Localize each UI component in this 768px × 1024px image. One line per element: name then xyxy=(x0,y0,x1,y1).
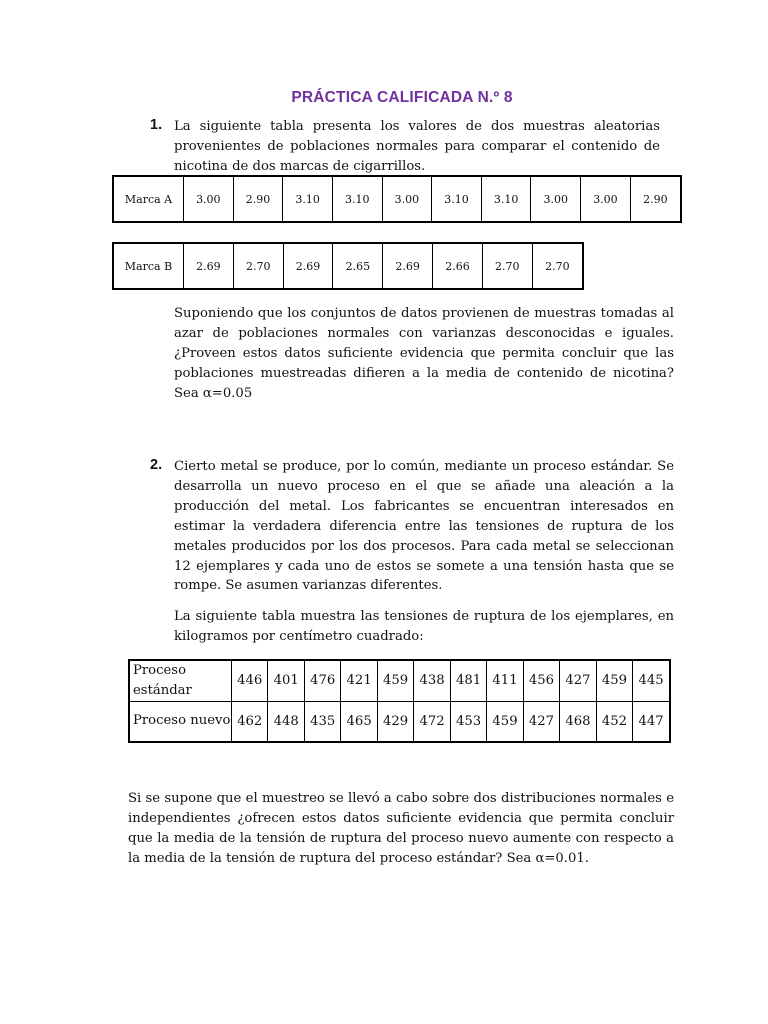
table-cell: 3.10 xyxy=(481,176,531,222)
question-1-number: 1. xyxy=(150,117,163,133)
table-cell: 445 xyxy=(633,660,670,701)
table-cell: 2.65 xyxy=(333,243,383,289)
table-cell: 427 xyxy=(560,660,596,701)
question-1-intro: La siguiente tabla presenta los valores de dos muestras aleatorias provenientes de poblaciones normales para comparar el contenido de nicotina de dos marcas de cigarrillos. xyxy=(174,119,660,174)
table-cell: 459 xyxy=(377,660,413,701)
table-cell: 446 xyxy=(232,660,268,701)
table-cell: 3.10 xyxy=(332,176,382,222)
table-cell: 2.70 xyxy=(482,243,532,289)
table-cell: 3.00 xyxy=(184,176,234,222)
table-cell: 2.69 xyxy=(283,243,333,289)
table-cell: 3.10 xyxy=(432,176,482,222)
table-cell: 427 xyxy=(523,701,559,742)
table-row xyxy=(129,701,670,742)
table-cell: 2.90 xyxy=(233,176,283,222)
tension-table xyxy=(128,659,671,743)
row-label: Marca A xyxy=(113,176,184,222)
table-cell: 3.00 xyxy=(382,176,432,222)
table-cell: 481 xyxy=(450,660,486,701)
table-row xyxy=(113,176,681,222)
table-cell: 459 xyxy=(596,660,632,701)
table-cell: 411 xyxy=(487,660,523,701)
marca-a-table xyxy=(112,175,682,223)
table-cell: 3.10 xyxy=(283,176,333,222)
question-2-intro: Cierto metal se produce, por lo común, mediante un proceso estándar. Se desarrolla un nuevo proceso en el que se añade una aleación a la producción del metal. Los fabricantes se encuentran interesados en estimar la verdadera diferencia entre las tensiones de ruptura de los metales producidos por los dos procesos. Para cada metal se seleccionan 12 ejemplares y cada uno de estos se somete a una tensión hasta que se rompe. Se asumen varianzas diferentes. xyxy=(174,459,674,594)
table-cell: 401 xyxy=(268,660,304,701)
table-cell: 435 xyxy=(304,701,340,742)
question-2-table-intro: La siguiente tabla muestra las tensiones de ruptura de los ejemplares, en kilogramos por centímetro cuadrado: xyxy=(174,609,674,644)
question-2-number: 2. xyxy=(150,457,163,473)
table-cell: 438 xyxy=(414,660,450,701)
table-row xyxy=(113,243,583,289)
table-cell: 2.69 xyxy=(184,243,234,289)
page-title: PRÁCTICA CALIFICADA N.º 8 xyxy=(291,89,513,106)
table-row xyxy=(129,660,670,701)
table-cell: 456 xyxy=(523,660,559,701)
row-label: Proceso estándar xyxy=(129,660,232,701)
row-label: Proceso nuevo xyxy=(129,701,232,742)
question-2-text: Si se supone que el muestreo se llevó a cabo sobre dos distribuciones normales e independientes ¿ofrecen estos datos suficiente evidencia que permita concluir que la media de la tensión de ruptura del proceso nuevo aumente con respecto a la media de la tensión de ruptura del proceso estándar? Sea α=0.01. xyxy=(128,791,674,866)
table-cell: 452 xyxy=(596,701,632,742)
table-cell: 453 xyxy=(450,701,486,742)
table-cell: 459 xyxy=(487,701,523,742)
table-cell: 2.70 xyxy=(233,243,283,289)
table-cell: 468 xyxy=(560,701,596,742)
table-cell: 3.00 xyxy=(531,176,581,222)
marca-b-table xyxy=(112,242,584,290)
table-cell: 421 xyxy=(341,660,377,701)
table-cell: 448 xyxy=(268,701,304,742)
row-label: Marca B xyxy=(113,243,184,289)
table-cell: 465 xyxy=(341,701,377,742)
table-cell: 462 xyxy=(232,701,268,742)
table-cell: 2.69 xyxy=(383,243,433,289)
table-cell: 2.66 xyxy=(433,243,483,289)
table-cell: 472 xyxy=(414,701,450,742)
table-cell: 2.70 xyxy=(532,243,583,289)
table-cell: 429 xyxy=(377,701,413,742)
table-cell: 476 xyxy=(304,660,340,701)
question-1-text: Suponiendo que los conjuntos de datos provienen de muestras tomadas al azar de poblaciones normales con varianzas desconocidas e iguales. ¿Proveen estos datos suficiente evidencia que permita concluir que las poblaciones muestreadas difieren a la media de contenido de nicotina? Sea α=0.05 xyxy=(174,306,674,401)
table-cell: 447 xyxy=(633,701,670,742)
table-cell: 3.00 xyxy=(581,176,631,222)
table-cell: 2.90 xyxy=(630,176,681,222)
